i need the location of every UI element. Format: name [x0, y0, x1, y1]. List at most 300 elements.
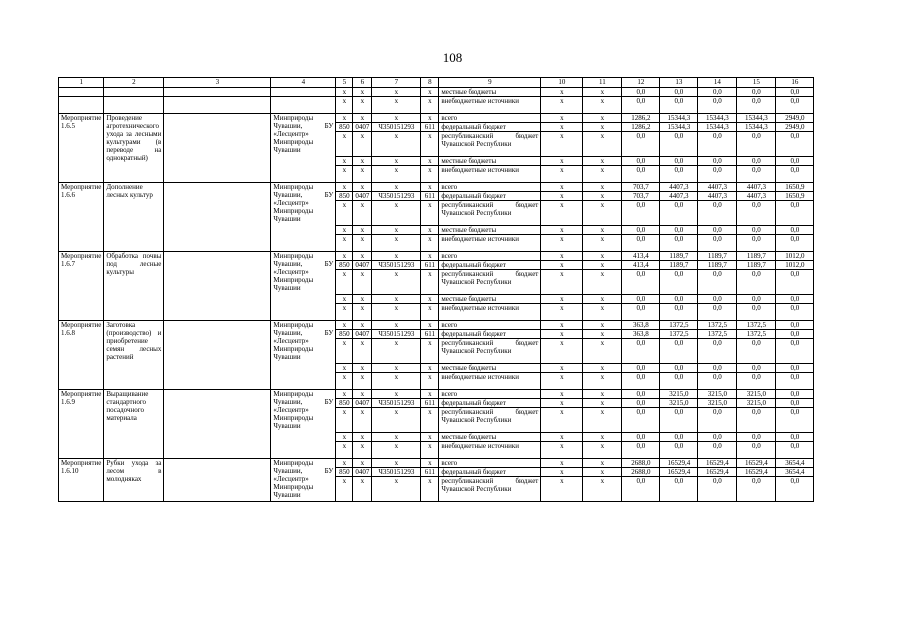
table-cell: федеральный бюджет	[439, 192, 541, 201]
table-cell: 0,0	[776, 304, 814, 321]
table-cell: 0,0	[776, 201, 814, 226]
table-cell: 1650,9	[776, 192, 814, 201]
table-cell: 0,0	[776, 132, 814, 157]
table-cell: x	[421, 201, 439, 226]
table-cell: x	[336, 373, 353, 390]
table-row	[59, 390, 814, 399]
table-cell: 15344,3	[698, 114, 737, 123]
table-cell: x	[541, 166, 583, 183]
table-cell: x	[336, 408, 353, 433]
table-cell: 0,0	[776, 477, 814, 502]
table-cell: x	[541, 157, 583, 166]
table-cell: 0,0	[698, 364, 737, 373]
table-cell: x	[421, 270, 439, 295]
table-cell: местные бюджеты	[439, 364, 541, 373]
table-cell: 0,0	[698, 339, 737, 364]
table-cell: 0,0	[776, 88, 814, 97]
table-cell: 0,0	[776, 399, 814, 408]
table-cell: x	[541, 123, 583, 132]
table-cell: x	[336, 339, 353, 364]
column-number-header: 5	[336, 78, 353, 88]
table-cell: 16529,4	[737, 459, 776, 468]
table-cell: 3215,0	[660, 399, 698, 408]
table-cell: x	[541, 252, 583, 261]
table-cell: 1189,7	[698, 261, 737, 270]
table-cell: x	[541, 304, 583, 321]
table-cell: 0,0	[622, 295, 660, 304]
table-cell: 0,0	[698, 477, 737, 502]
table-cell: x	[541, 459, 583, 468]
table-cell: 1189,7	[698, 252, 737, 261]
table-cell: 0,0	[737, 373, 776, 390]
table-cell: внебюджетные источники	[439, 166, 541, 183]
table-cell: 3654,4	[776, 459, 814, 468]
table-cell: x	[372, 235, 421, 252]
table-cell: x	[421, 321, 439, 330]
table-cell: 4407,3	[698, 183, 737, 192]
table-cell: 0,0	[622, 97, 660, 114]
table-cell: 0,0	[660, 97, 698, 114]
table-cell: x	[421, 88, 439, 97]
table-cell: 0,0	[776, 373, 814, 390]
budget-table	[58, 77, 814, 502]
table-cell: x	[336, 183, 353, 192]
table-cell: x	[583, 433, 622, 442]
table-cell: 0,0	[776, 364, 814, 373]
table-cell: 0,0	[776, 442, 814, 459]
table-cell: x	[372, 201, 421, 226]
table-cell: Минприроды Чувашии, БУ «Лесцентр» Минприроды Чувашии	[271, 252, 336, 321]
table-cell: внебюджетные источники	[439, 97, 541, 114]
column-number-header: 2	[104, 78, 164, 88]
table-cell: x	[583, 123, 622, 132]
table-cell: республиканский бюджет Чувашской Республики	[439, 408, 541, 433]
table-cell: x	[336, 433, 353, 442]
column-number-header: 16	[776, 78, 814, 88]
table-cell: x	[541, 201, 583, 226]
table-cell: 0,0	[698, 97, 737, 114]
table-cell: федеральный бюджет	[439, 399, 541, 408]
table-cell: 0,0	[698, 270, 737, 295]
table-cell: 0,0	[660, 408, 698, 433]
table-cell: x	[336, 442, 353, 459]
table-cell: x	[583, 408, 622, 433]
table-cell: 0,0	[737, 226, 776, 235]
table-cell: 0,0	[660, 364, 698, 373]
table-cell: x	[583, 235, 622, 252]
table-cell	[164, 114, 271, 183]
table-cell: x	[353, 270, 372, 295]
table-cell: Мероприятие 1.6.9	[59, 390, 104, 459]
table-cell: 2949,0	[776, 114, 814, 123]
table-cell	[164, 88, 271, 97]
table-cell: x	[353, 321, 372, 330]
table-cell: Проведение агротехнического ухода за лесными культурами (в переводе на однократный)	[104, 114, 164, 183]
table-cell: x	[421, 235, 439, 252]
table-cell: 0,0	[776, 166, 814, 183]
table-cell	[104, 97, 164, 114]
table-cell: x	[541, 330, 583, 339]
table-cell: 0,0	[698, 226, 737, 235]
table-cell: 850	[336, 123, 353, 132]
table-cell: 1372,5	[737, 330, 776, 339]
table-cell: 4407,3	[737, 183, 776, 192]
table-cell: 0407	[353, 192, 372, 201]
table-cell: x	[583, 183, 622, 192]
table-cell: федеральный бюджет	[439, 261, 541, 270]
table-cell: x	[583, 114, 622, 123]
table-cell: 1189,7	[660, 252, 698, 261]
table-cell: x	[372, 364, 421, 373]
table-cell: 16529,4	[737, 468, 776, 477]
table-cell: внебюджетные источники	[439, 373, 541, 390]
table-cell: 850	[336, 261, 353, 270]
table-cell: x	[421, 442, 439, 459]
table-cell: x	[421, 390, 439, 399]
table-cell: 0,0	[776, 408, 814, 433]
table-cell: 1189,7	[737, 261, 776, 270]
table-cell: 0,0	[660, 157, 698, 166]
table-cell: x	[353, 201, 372, 226]
table-cell: 0,0	[660, 88, 698, 97]
table-cell	[164, 321, 271, 390]
column-number-header: 3	[164, 78, 271, 88]
table-cell: 0,0	[660, 295, 698, 304]
table-cell: x	[583, 321, 622, 330]
table-cell: x	[372, 295, 421, 304]
table-cell: 0,0	[660, 433, 698, 442]
column-number-header: 11	[583, 78, 622, 88]
table-cell: x	[541, 261, 583, 270]
table-cell: 15344,3	[737, 114, 776, 123]
table-cell: x	[372, 183, 421, 192]
table-cell: всего	[439, 390, 541, 399]
table-cell: 1650,9	[776, 183, 814, 192]
table-cell: Минприроды Чувашии, БУ «Лесцентр» Минприроды Чувашии	[271, 390, 336, 459]
table-cell: 15344,3	[737, 123, 776, 132]
table-cell: Минприроды Чувашии, БУ «Лесцентр» Минприроды Чувашии	[271, 459, 336, 502]
table-cell: x	[353, 132, 372, 157]
table-cell: x	[353, 235, 372, 252]
table-cell: x	[372, 226, 421, 235]
table-row	[59, 97, 814, 114]
column-number-header: 13	[660, 78, 698, 88]
table-cell: x	[583, 88, 622, 97]
table-cell: 1286,2	[622, 123, 660, 132]
table-cell: 0,0	[622, 304, 660, 321]
table-cell: 0,0	[776, 157, 814, 166]
table-cell: x	[541, 226, 583, 235]
table-cell: x	[583, 399, 622, 408]
table-cell: x	[372, 433, 421, 442]
table-cell: x	[541, 321, 583, 330]
table-cell: федеральный бюджет	[439, 330, 541, 339]
table-cell: x	[583, 252, 622, 261]
table-cell: 850	[336, 399, 353, 408]
table-cell: 0,0	[698, 235, 737, 252]
table-cell: x	[421, 226, 439, 235]
table-cell: 0,0	[660, 442, 698, 459]
table-cell: Ч350151293	[372, 330, 421, 339]
table-cell: 0,0	[776, 270, 814, 295]
table-cell: 0,0	[622, 399, 660, 408]
table-cell: x	[583, 270, 622, 295]
table-cell: x	[336, 132, 353, 157]
table-cell: 0,0	[776, 339, 814, 364]
table-cell: x	[372, 408, 421, 433]
table-cell: x	[353, 442, 372, 459]
table-cell: 1372,5	[660, 330, 698, 339]
table-cell: x	[541, 114, 583, 123]
table-cell: x	[541, 235, 583, 252]
table-cell	[59, 88, 104, 97]
table-cell: 15344,3	[660, 114, 698, 123]
table-cell: 0,0	[660, 235, 698, 252]
table-cell: 0407	[353, 123, 372, 132]
table-cell: x	[336, 252, 353, 261]
table-cell: 16529,4	[698, 468, 737, 477]
table-cell: 3654,4	[776, 468, 814, 477]
table-cell: 611	[421, 192, 439, 201]
table-cell: x	[421, 339, 439, 364]
table-cell: 0,0	[622, 270, 660, 295]
table-cell: x	[541, 477, 583, 502]
table-cell: республиканский бюджет Чувашской Республики	[439, 477, 541, 502]
column-number-header: 6	[353, 78, 372, 88]
table-cell: x	[583, 339, 622, 364]
table-cell: Выращивание стандартного посадочного материала	[104, 390, 164, 459]
table-cell: x	[353, 459, 372, 468]
table-cell: 413,4	[622, 261, 660, 270]
table-cell: x	[353, 295, 372, 304]
table-cell: x	[372, 477, 421, 502]
table-cell: 1372,5	[737, 321, 776, 330]
table-cell: 1012,0	[776, 252, 814, 261]
table-cell: x	[353, 433, 372, 442]
table-cell: внебюджетные источники	[439, 304, 541, 321]
table-cell: x	[353, 477, 372, 502]
table-cell: x	[541, 468, 583, 477]
table-cell: 0,0	[622, 433, 660, 442]
table-cell: 0,0	[698, 373, 737, 390]
column-number-header: 14	[698, 78, 737, 88]
table-cell: внебюджетные источники	[439, 235, 541, 252]
column-number-header: 9	[439, 78, 541, 88]
table-cell: 3215,0	[698, 390, 737, 399]
table-cell: 0,0	[660, 166, 698, 183]
table-cell: 2949,0	[776, 123, 814, 132]
table-cell	[164, 183, 271, 252]
table-cell: местные бюджеты	[439, 226, 541, 235]
table-cell: Ч350151293	[372, 468, 421, 477]
table-cell: x	[541, 399, 583, 408]
table-cell: местные бюджеты	[439, 295, 541, 304]
table-cell: 0407	[353, 468, 372, 477]
table-row	[59, 321, 814, 330]
table-row	[59, 459, 814, 468]
table-cell: x	[421, 114, 439, 123]
table-cell: Минприроды Чувашии, БУ «Лесцентр» Минприроды Чувашии	[271, 114, 336, 183]
table-cell: x	[372, 166, 421, 183]
table-cell: x	[372, 390, 421, 399]
table-cell: 0407	[353, 261, 372, 270]
table-cell: 0,0	[622, 477, 660, 502]
table-cell: Мероприятие 1.6.10	[59, 459, 104, 502]
table-cell: x	[583, 477, 622, 502]
table-cell: 0,0	[622, 166, 660, 183]
table-cell: x	[353, 252, 372, 261]
table-row	[59, 183, 814, 192]
table-cell: 0,0	[660, 270, 698, 295]
table-cell: x	[541, 88, 583, 97]
table-cell: x	[583, 157, 622, 166]
table-cell: x	[421, 132, 439, 157]
table-cell: x	[372, 304, 421, 321]
table-cell: 0,0	[698, 304, 737, 321]
table-cell: 4407,3	[698, 192, 737, 201]
table-cell: 0407	[353, 399, 372, 408]
table-cell: 611	[421, 330, 439, 339]
table-cell: 4407,3	[737, 192, 776, 201]
table-cell: 0,0	[698, 132, 737, 157]
table-cell: Дополнение лесных культур	[104, 183, 164, 252]
table-cell: всего	[439, 114, 541, 123]
table-cell: 0,0	[737, 433, 776, 442]
table-cell: республиканский бюджет Чувашской Республики	[439, 132, 541, 157]
table-cell: 4407,3	[660, 192, 698, 201]
table-cell: x	[541, 339, 583, 364]
table-cell: 1012,0	[776, 261, 814, 270]
table-cell: 0,0	[698, 433, 737, 442]
table-cell: x	[336, 235, 353, 252]
table-cell: x	[336, 166, 353, 183]
table-cell: 0,0	[737, 97, 776, 114]
table-cell: 1372,5	[698, 321, 737, 330]
table-cell: x	[541, 364, 583, 373]
table-cell: x	[421, 183, 439, 192]
table-cell: 0,0	[737, 339, 776, 364]
table-cell: x	[541, 192, 583, 201]
table-cell: x	[336, 390, 353, 399]
table-cell: Заготовка (производство) и приобретение семян лесных растений	[104, 321, 164, 390]
column-number-header: 12	[622, 78, 660, 88]
table-cell: x	[541, 97, 583, 114]
table-cell: x	[421, 97, 439, 114]
table-cell: 0,0	[737, 364, 776, 373]
table-cell: 0,0	[622, 339, 660, 364]
table-cell: 0,0	[622, 408, 660, 433]
table-cell: 0,0	[776, 226, 814, 235]
table-cell: 15344,3	[698, 123, 737, 132]
table-cell: x	[372, 88, 421, 97]
table-cell: 0,0	[622, 201, 660, 226]
table-cell: местные бюджеты	[439, 88, 541, 97]
table-cell: 0,0	[776, 97, 814, 114]
table-cell: x	[353, 408, 372, 433]
column-number-header: 15	[737, 78, 776, 88]
table-cell: 0,0	[737, 235, 776, 252]
table-cell: всего	[439, 183, 541, 192]
table-cell: x	[372, 270, 421, 295]
table-cell: федеральный бюджет	[439, 468, 541, 477]
table-cell: республиканский бюджет Чувашской Республики	[439, 270, 541, 295]
table-cell: 0,0	[737, 477, 776, 502]
table-cell: республиканский бюджет Чувашской Республики	[439, 201, 541, 226]
table-cell: Мероприятие 1.6.8	[59, 321, 104, 390]
table-cell: 1286,2	[622, 114, 660, 123]
table-cell: x	[541, 433, 583, 442]
table-cell: x	[336, 477, 353, 502]
table-cell: 0,0	[737, 304, 776, 321]
table-cell: 0,0	[737, 132, 776, 157]
table-cell: x	[541, 132, 583, 157]
table-cell: x	[336, 114, 353, 123]
table-cell: x	[421, 459, 439, 468]
table-cell: x	[372, 459, 421, 468]
table-cell: x	[583, 390, 622, 399]
table-cell: x	[421, 364, 439, 373]
table-cell: x	[353, 339, 372, 364]
table-cell	[271, 88, 336, 97]
table-cell: 0,0	[660, 132, 698, 157]
table-cell: x	[336, 226, 353, 235]
table-cell: x	[583, 166, 622, 183]
table-cell: 16529,4	[660, 459, 698, 468]
table-cell: 611	[421, 468, 439, 477]
table-cell: Мероприятие 1.6.6	[59, 183, 104, 252]
table-cell: 0,0	[660, 373, 698, 390]
table-row	[59, 88, 814, 97]
table-cell: местные бюджеты	[439, 433, 541, 442]
table-cell: Минприроды Чувашии, БУ «Лесцентр» Минприроды Чувашии	[271, 183, 336, 252]
table-cell: x	[541, 390, 583, 399]
table-cell: 0,0	[776, 330, 814, 339]
table-cell	[104, 88, 164, 97]
table-cell: 0,0	[622, 364, 660, 373]
table-cell: 0,0	[660, 201, 698, 226]
table-cell: 0407	[353, 330, 372, 339]
table-cell: x	[421, 166, 439, 183]
table-cell: всего	[439, 321, 541, 330]
table-cell: x	[583, 226, 622, 235]
table-cell: x	[541, 270, 583, 295]
table-cell: x	[541, 408, 583, 433]
table-cell: 363,8	[622, 330, 660, 339]
table-cell: 1189,7	[660, 261, 698, 270]
table-cell: 850	[336, 192, 353, 201]
table-cell: x	[421, 433, 439, 442]
table-cell	[164, 459, 271, 502]
table-cell: 611	[421, 123, 439, 132]
table-cell: x	[583, 192, 622, 201]
table-cell: Рубки ухода за лесом в молодняках	[104, 459, 164, 502]
table-cell: x	[336, 364, 353, 373]
table-cell: x	[372, 252, 421, 261]
table-cell: 16529,4	[660, 468, 698, 477]
table-cell: x	[353, 157, 372, 166]
table-cell: x	[372, 132, 421, 157]
table-cell: x	[336, 97, 353, 114]
column-number-header: 4	[271, 78, 336, 88]
table-cell: 0,0	[660, 304, 698, 321]
table-cell: местные бюджеты	[439, 157, 541, 166]
table-cell: Ч350151293	[372, 399, 421, 408]
table-cell: x	[583, 373, 622, 390]
table-cell: Минприроды Чувашии, БУ «Лесцентр» Минприроды Чувашии	[271, 321, 336, 390]
table-cell: x	[336, 88, 353, 97]
table-cell: 16529,4	[698, 459, 737, 468]
table-cell: 1189,7	[737, 252, 776, 261]
